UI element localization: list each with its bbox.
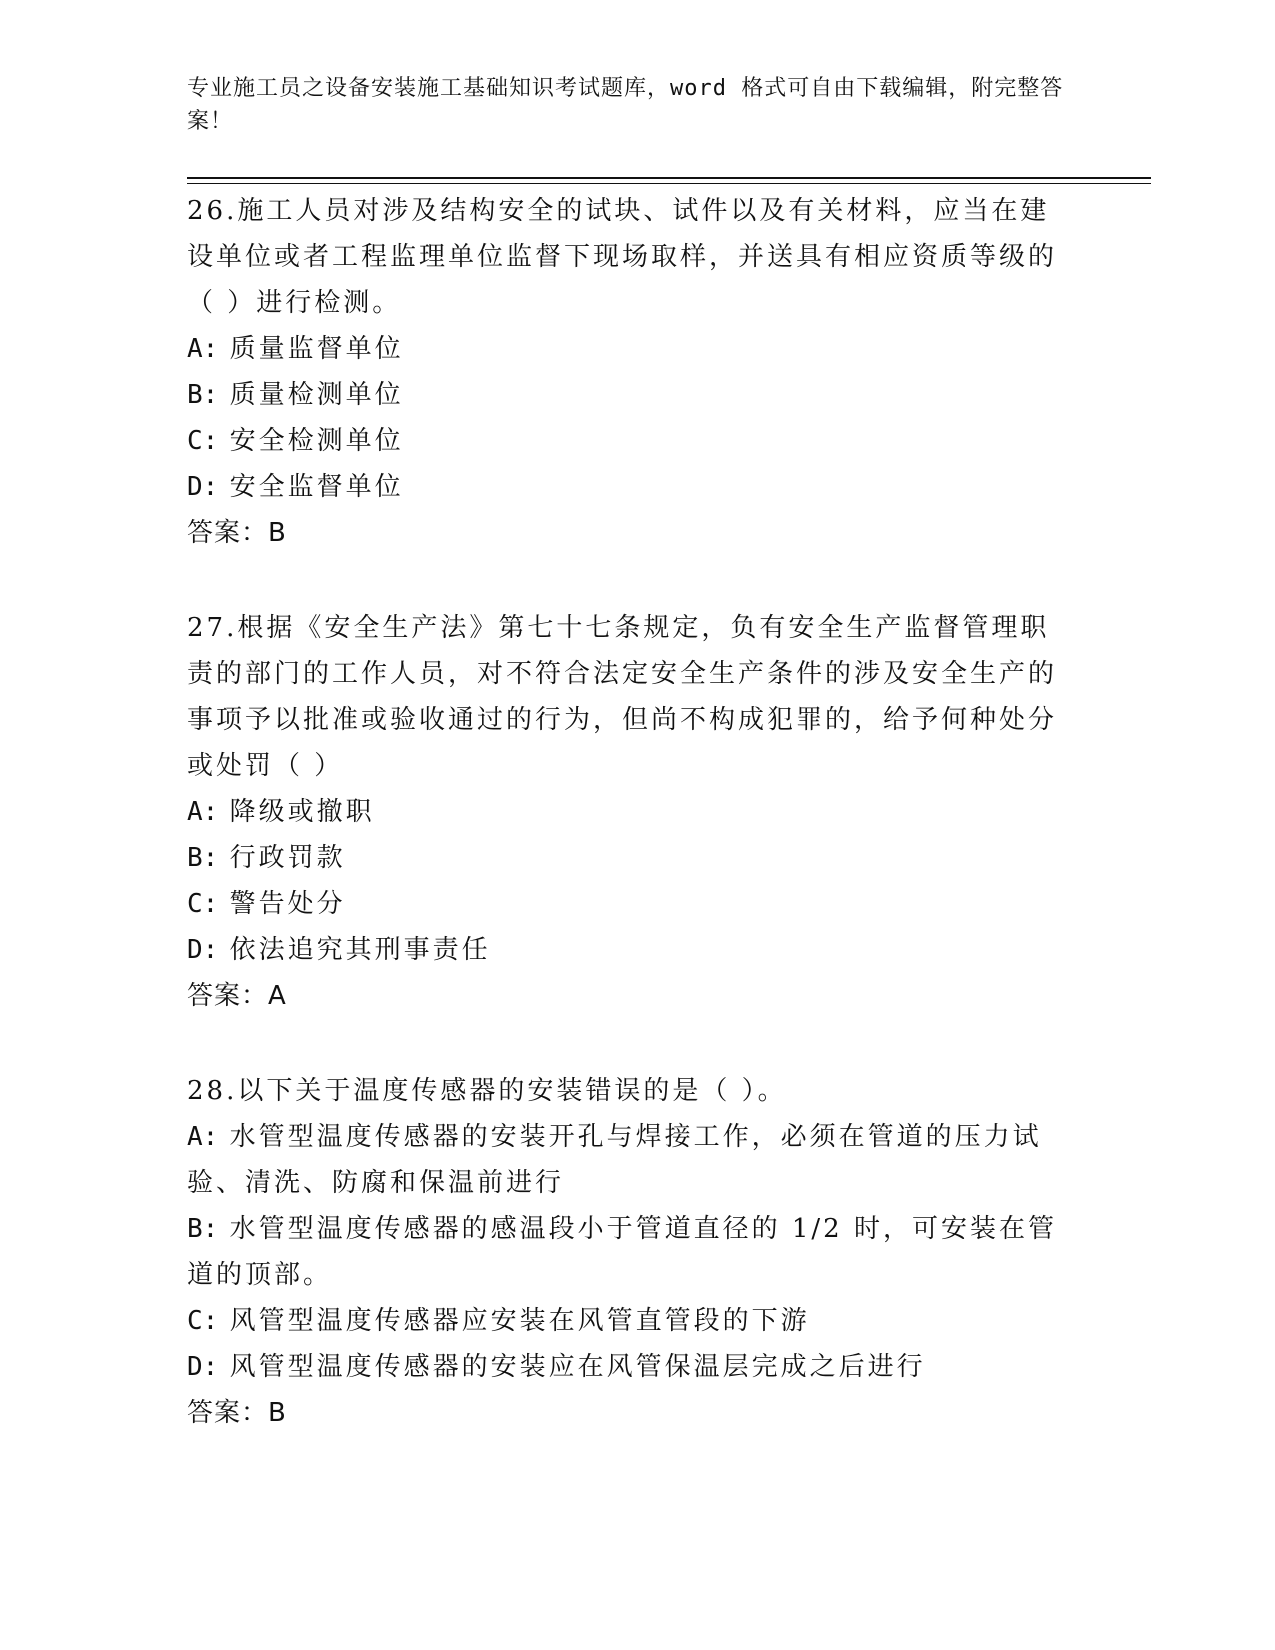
option-c [187,881,1077,927]
option-letter: B: [187,1214,219,1244]
option-text: 警告处分 [229,889,346,919]
answer-label: 答案： [187,1398,269,1428]
option-b [187,372,1077,418]
question-stem: 施工人员对涉及结构安全的试块、试件以及有关材料，应当在建设单位或者工程监理单位监督下现场取样，并送具有相应资质等级的（ ）进行检测。 [187,196,1058,318]
question-number: 27. [187,613,238,643]
question-number: 28. [187,1076,238,1106]
option-letter: C: [187,426,219,456]
question-list [187,188,1087,1485]
question-text [187,1068,1077,1114]
question-text [187,605,1077,789]
option-letter: A: [187,334,219,364]
option-letter: A: [187,1122,219,1152]
question-number: 26. [187,196,238,226]
option-text: 行政罚款 [229,843,346,873]
option-b [187,835,1077,881]
option-d [187,464,1077,510]
question-stem: 根据《安全生产法》第七十七条规定，负有安全生产监督管理职责的部门的工作人员，对不符合法定安全生产条件的涉及安全生产的事项予以批准或验收通过的行为，但尚不构成犯罪的，给予何种处分或处罚（ ） [187,613,1058,781]
answer [187,510,1087,556]
option-letter: A: [187,797,219,827]
question-text [187,188,1077,326]
answer-value: B [268,518,287,548]
answer-value: A [268,981,287,1011]
option-text: 降级或撤职 [229,797,375,827]
option-letter: B: [187,380,219,410]
option-letter: C: [187,1306,219,1336]
option-letter: D: [187,472,219,502]
option-b [187,1206,1077,1298]
option-d [187,927,1077,973]
option-text: 安全检测单位 [229,426,404,456]
question-26 [187,188,1087,556]
question-27 [187,605,1087,1019]
option-a [187,789,1077,835]
option-letter: D: [187,935,219,965]
option-a [187,326,1077,372]
option-text: 风管型温度传感器的安装应在风管保温层完成之后进行 [229,1352,926,1382]
header-rule-thick [187,177,1151,179]
answer-label: 答案： [187,518,269,548]
option-letter: B: [187,843,219,873]
question-stem: 以下关于温度传感器的安装错误的是（ ）。 [237,1076,787,1106]
option-text: 质量监督单位 [229,334,404,364]
answer-value: B [268,1398,287,1428]
document-header [187,72,1067,138]
header-rule-thin [187,183,1151,184]
option-c [187,1298,1077,1344]
answer-label: 答案： [187,981,269,1011]
option-letter: D: [187,1352,219,1382]
option-letter: C: [187,889,219,919]
option-text: 依法追究其刑事责任 [229,935,491,965]
option-c [187,418,1077,464]
option-text: 质量检测单位 [229,380,404,410]
option-text: 风管型温度传感器应安装在风管直管段的下游 [229,1306,810,1336]
option-text: 水管型温度传感器的感温段小于管道直径的 1/2 时，可安装在管道的顶部。 [187,1214,1057,1290]
answer [187,1390,1087,1436]
answer [187,973,1087,1019]
option-text: 安全监督单位 [229,472,404,502]
option-d [187,1344,1077,1390]
header-text: 专业施工员之设备安装施工基础知识考试题库，word 格式可自由下载编辑，附完整答案！ [187,76,1064,134]
option-text: 水管型温度传感器的安装开孔与焊接工作，必须在管道的压力试验、清洗、防腐和保温前进行 [187,1122,1042,1198]
option-a [187,1114,1077,1206]
question-28 [187,1068,1087,1436]
